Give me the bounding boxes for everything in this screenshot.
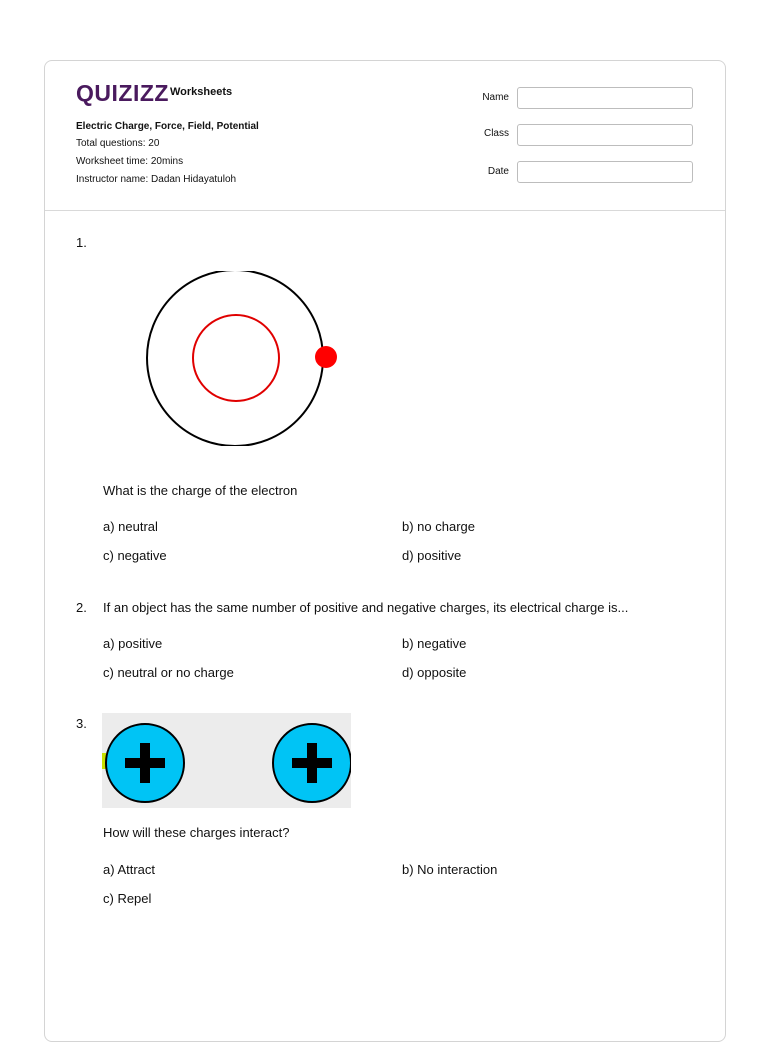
question-1-number: 1. <box>76 235 87 250</box>
question-1-option-d: d) positive <box>402 548 462 563</box>
class-field[interactable] <box>517 124 693 146</box>
quizizz-logo: QUIZIZZ <box>76 80 169 106</box>
total-questions: Total questions: 20 <box>76 138 160 149</box>
name-field[interactable] <box>517 87 693 109</box>
question-2-number: 2. <box>76 600 87 615</box>
worksheet-title: Electric Charge, Force, Field, Potential <box>76 121 259 132</box>
question-3-option-b: b) No interaction <box>402 862 498 877</box>
instructor-name: Instructor name: Dadan Hidayatuloh <box>76 174 237 185</box>
outer-orbit <box>147 271 323 446</box>
worksheet-header <box>45 61 725 211</box>
question-2-text: If an object has the same number of positive and negative charges, its electrical charge is... <box>103 600 629 615</box>
question-1-text: What is the charge of the electron <box>103 483 298 498</box>
class-label: Class <box>483 128 509 139</box>
question-1-option-a: a) neutral <box>103 519 158 534</box>
name-label: Name <box>482 92 509 103</box>
worksheet-page <box>44 60 726 1042</box>
electron-dot <box>315 346 337 368</box>
nucleus-circle <box>193 315 279 401</box>
positive-charges-diagram <box>102 713 351 808</box>
question-1-option-b: b) no charge <box>402 519 475 534</box>
question-2-option-a: a) positive <box>103 636 163 651</box>
question-3-option-c: c) Repel <box>103 891 152 906</box>
charges-image <box>102 713 351 808</box>
question-2-option-d: d) opposite <box>402 665 467 680</box>
question-2-option-c: c) neutral or no charge <box>103 665 234 680</box>
question-3-option-a: a) Attract <box>103 862 156 877</box>
worksheet-time: Worksheet time: 20mins <box>76 156 184 167</box>
question-2-option-b: b) negative <box>402 636 467 651</box>
question-1-option-c: c) negative <box>103 548 167 563</box>
question-3-text: How will these charges interact? <box>103 825 290 840</box>
logo-subtitle: Worksheets <box>170 86 233 98</box>
date-field[interactable] <box>517 161 693 183</box>
question-3-number: 3. <box>76 716 87 731</box>
date-label: Date <box>487 166 509 177</box>
right-plus-vertical <box>307 743 317 783</box>
atom-diagram <box>145 271 345 446</box>
left-plus-vertical <box>140 743 150 783</box>
